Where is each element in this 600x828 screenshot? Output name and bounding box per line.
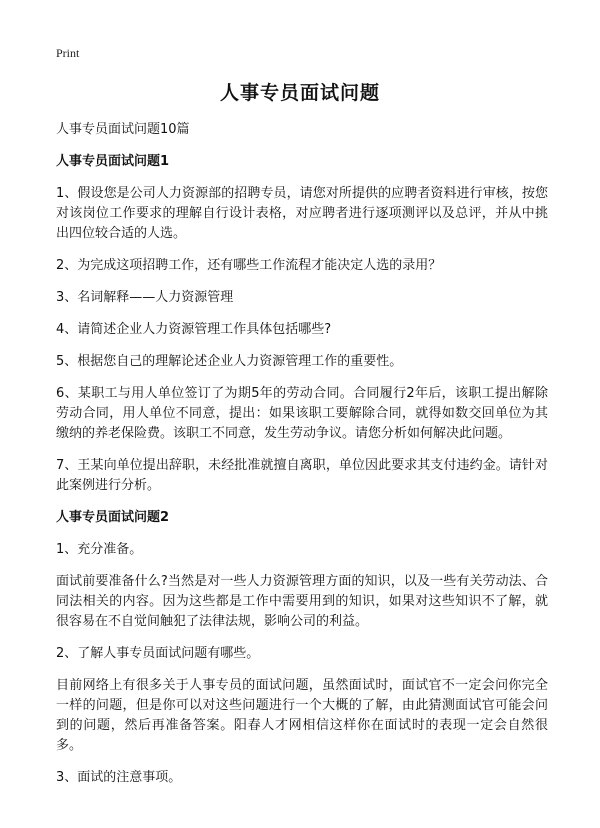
paragraph: 面试前要准备什么?当然是对一些人力资源管理方面的知识，以及一些有关劳动法、合同法相关的内容。因为这些都是工作中需要用到的知识，如果对这些知识不了解，就很容易在不自觉间触犯了法律法规，影响公司的利益。: [56, 574, 548, 629]
paragraph: 1、充分准备。: [56, 542, 143, 557]
section-heading-2: 人事专员面试问题2: [56, 510, 170, 525]
paragraph: 7、王某向单位提出辞职，未经批准就擅自离职，单位因此要求其支付违约金。请针对此案例进行分析。: [56, 458, 548, 493]
paragraph: 3、名词解释——人力资源管理: [56, 290, 234, 305]
paragraph: 2、为完成这项招聘工作，还有哪些工作流程才能决定人选的录用？: [56, 258, 442, 273]
document-subtitle: 人事专员面试问题10篇: [56, 122, 190, 137]
paragraph: 目前网络上有很多关于人事专员的面试问题，虽然面试时，面试官不一定会问你完全一样的问题，但是你可以对这些问题进行一个大概的了解，由此猜测面试官可能会问到的问题，然后再准备答案。阳春人才网相信这样你在面试时的表现一定会自然很多。: [56, 678, 548, 753]
paragraph: 6、某职工与用人单位签订了为期5年的劳动合同。合同履行2年后，该职工提出解除劳动合同，用人单位不同意，提出：如果该职工要解除合同，就得如数交回单位为其缴纳的养老保险费。该职工不同意，发生劳动争议。请您分析如何解决此问题。: [56, 386, 548, 441]
paragraph: 1、假设您是公司人力资源部的招聘专员，请您对所提供的应聘者资料进行审核，按您对该岗位工作要求的理解自行设计表格，对应聘者进行逐项测评以及总评，并从中挑出四位较合适的人选。: [56, 186, 548, 241]
paragraph: 3、面试的注意事项。: [56, 770, 182, 785]
section-heading-1: 人事专员面试问题1: [56, 154, 170, 169]
print-link[interactable]: Print: [56, 46, 80, 60]
paragraph: 4、请简述企业人力资源管理工作具体包括哪些?: [56, 322, 332, 337]
paragraph: 2、了解人事专员面试问题有哪些。: [56, 646, 260, 661]
page-title: 人事专员面试问题: [219, 82, 380, 104]
article-body: [56, 120, 548, 800]
paragraph: 5、根据您自己的理解论述企业人力资源管理工作的重要性。: [56, 354, 403, 369]
